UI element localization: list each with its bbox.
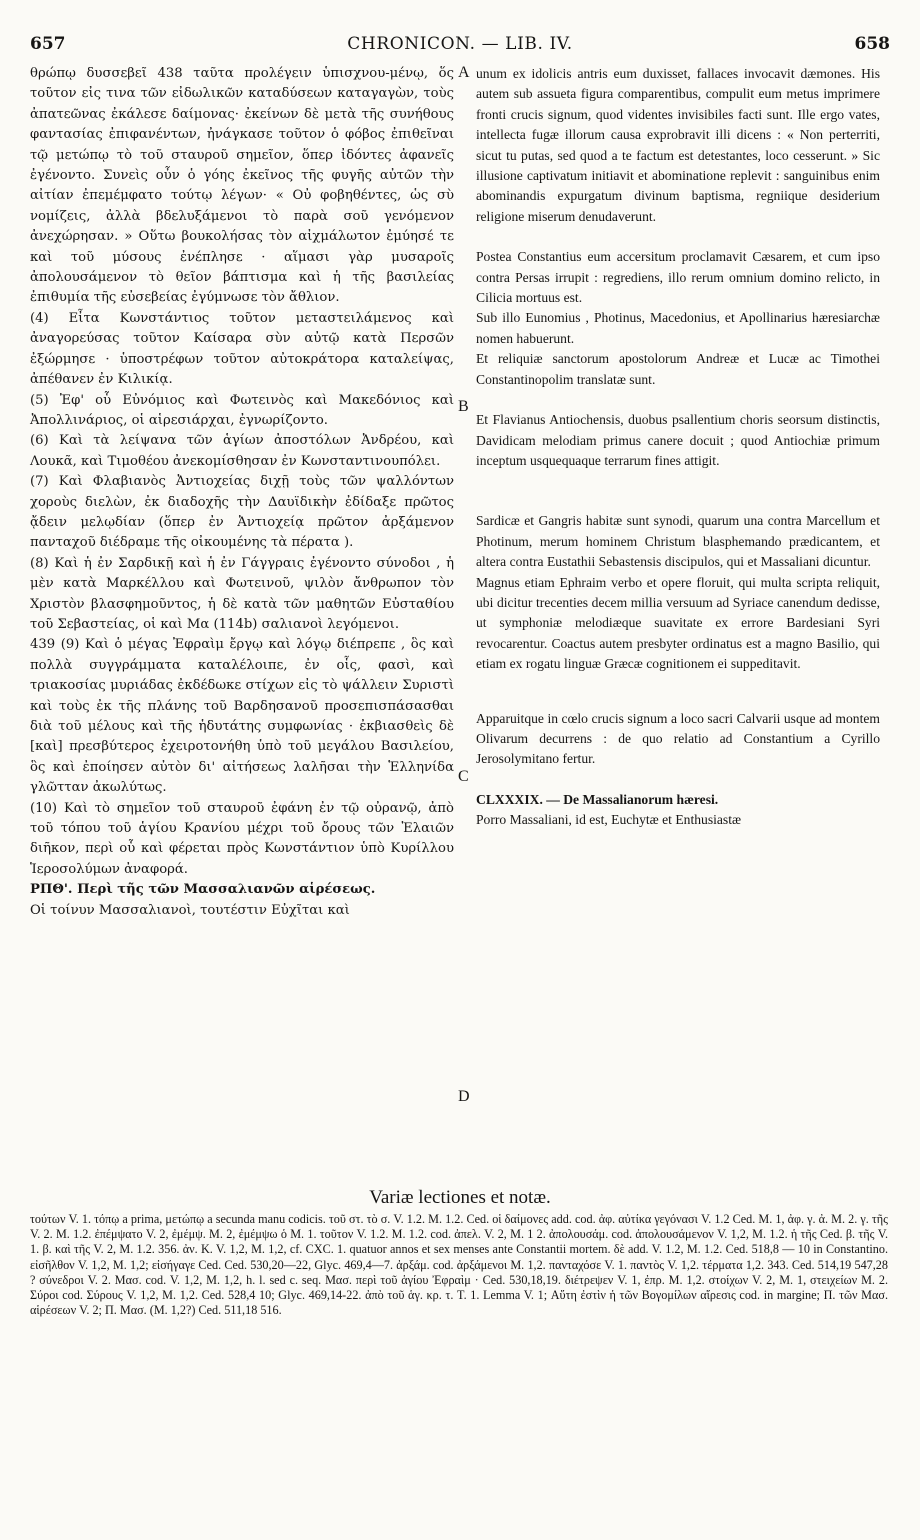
greek-paragraph-8: (10) Καὶ τὸ σημεῖον τοῦ σταυροῦ ἐφάνη ἐν τῷ οὐρανῷ, ἀπὸ τοῦ τόπου τοῦ ἁγίου Κρανίου μέχρι τοῦ ὄρους τῶν Ἐλαιῶν διῆκον, περὶ οὗ καὶ φέρεται πρὸς Κωνστάντιον ὑπὸ Κυρίλλου Ἱεροσολύμων ἀναφορά. bbox=[30, 800, 454, 877]
latin-section-heading: CLXXXIX. — De Massalianorum hæresi. bbox=[476, 791, 719, 807]
greek-column bbox=[30, 64, 454, 921]
margin-siglum-a: A bbox=[458, 64, 470, 81]
variants-notes: τούτων V. 1. τόπῳ a prima, μετώπῳ a secunda manu codicis. τοῦ στ. τὸ σ. V. 1.2. M. 1.2. Ced. οἱ δαίμονες add. cod. ἀφ. αὐτίκα γεγόνασι V. 1.2 Ced. M. 1, ἀφ. γ. ἀ. M. 2. γ. τῆς V. 2. M. 1.2. ἐπέμψατο V. 2, ἐμέμψ. M. 2, ἐμέμψω ὁ M. 1. τοῦτον V. 1.2. M. 1.2. cod. ἀπελ. V. 2, M. 1 2. ἀπολουσάμ. cod. ἀπολουσάμενον V. 1,2, M. 1.2. ἡ τῆς Ced. β. τῆς V. 1. β. καὶ τῆς V. 2, M. 1.2. 356. ἀν. K. V. 1,2, M. 1,2, cf. CXC. 1. quatuor annos et sex menses ante Constantii mortem. δὲ add. V. 1.2, M. 1.2. Ced. 518,8 — 10 in Constantino. εἰσῆλθον V. 1,2, M. 1,2; εἰσήγαγε Ced. Ced. 530,20—22, Glyc. 469,4—7. ἀρξάμ. cod. ἀρξάμενοι M. 1,2. πανταχόσε V. 1. παντὸς V. 1,2. τέρματα 1,2. 343. Ced. 514,19 547,28 ? σύνεδροι V. 2. Μασ. cod. V. 1,2, M. 1,2, h. l. sed c. seq. Μασ. περὶ τοῦ ἁγίου Ἐφραὶμ · Ced. 530,18,19. διέτρεψεν V. 1, ἐπρ. M. 1,2. στοίχων V. 2, M. 1, στειχείων M. 2. Σύροι cod. Σύρους V. 1,2, M. 1,2. Ced. 528,4 10; Glyc. 469,14-22. ἀπὸ τοῦ ἁγ. κρ. τ. T. 1. Lemma V. 1; Αὕτη ἐστὶν ἡ τῶν Βογομίλων αἵρεσις cod. in margine; Π. τῶν Μασ. αἱρέσεων V. 2; Π. Μασ. (M. 1,2?) Ced. 511,18 516. bbox=[30, 1212, 888, 1318]
latin-paragraph-8: Apparuitque in cœlo crucis signum a loco sacri Calvarii usque ad montem Olivarum decurrens : de quo relatio ad Constantium a Cyrillo Jerosolymitano fertur. bbox=[476, 710, 880, 767]
latin-spacer bbox=[476, 227, 880, 247]
running-header bbox=[30, 34, 890, 60]
latin-spacer bbox=[476, 471, 880, 511]
latin-spacer bbox=[476, 390, 880, 410]
latin-column bbox=[476, 64, 880, 831]
greek-paragraph-9: Οἱ τοίνυν Μασσαλιανοὶ, τουτέστιν Εὐχῖται καὶ bbox=[30, 902, 350, 918]
margin-siglum-d: D bbox=[458, 1088, 470, 1105]
greek-paragraph-7: 439 (9) Καὶ ὁ μέγας Ἐφραὶμ ἔργῳ καὶ λόγῳ διέπρεπε , ὃς καὶ πολλὰ συγγράμματα καταλέλοιπε, ἐν οἷς, φασὶ, καὶ τριακοσίας μυριάδας ἐκδέδωκε στίχων εἰς τὸ ψάλλειν Συριστὶ καὶ τοὺς ἐκ τῆς πλάνης τοῦ Βαρδησανοῦ προσεπισπάσασθαι διὰ τοῦ μέλους καὶ τῆς ἡδυτάτης συμφωνίας · ἐκβιασθεὶς δὲ [καὶ] πρεσβύτερος ἐχειροτονήθη ὑπὸ τοῦ μεγάλου Βασιλείου, ὃς καὶ ἐποίησεν αὐτὸν δι' αἰτήσεως λαλῆσαι τὴν Ἑλληνίδα γλῶτταν ἀκωλύτως. bbox=[30, 637, 454, 796]
latin-paragraph-6: Sardicæ et Gangris habitæ sunt synodi, quarum una contra Marcellum et Photinum, merum hominem Christum blasphemando prædicantem, et altera contra Eustathii Sebastensis discipulos, qui et Massaliani dicuntur. bbox=[476, 513, 880, 570]
latin-paragraph-3: Sub illo Eunomius , Photinus, Macedonius, et Apollinarius hæresiarchæ nomen habuerunt. bbox=[476, 310, 880, 346]
margin-siglum-c: C bbox=[458, 768, 469, 785]
latin-paragraph-5: Et Flavianus Antiochensis, duobus psallentium choris seorsum distinctis, Davidicam melodiam primus canere docuit ; quod Antiochiæ primum inceptum usquequaque terrarum fines attigit. bbox=[476, 412, 880, 468]
greek-paragraph-6: (8) Καὶ ἡ ἐν Σαρδικῇ καὶ ἡ ἐν Γάγγραις ἐγένοντο σύνοδοι , ἡ μὲν κατὰ Μαρκέλλου καὶ Φωτεινοῦ, ψιλὸν ἄνθρωπον τὸν Χριστὸν βλασφημοῦντος, ἡ δὲ κατὰ τῶν μαθητῶν Εὐσταθίου τοῦ Σεβαστείας, οἱ καὶ Μα (114b) σαλιανοὶ λεγόμενοι. bbox=[30, 555, 454, 632]
variants-heading: Variæ lectiones et notæ. bbox=[369, 1187, 551, 1208]
latin-spacer bbox=[476, 770, 880, 790]
greek-section-heading: ΡΠΘ'. Περὶ τῆς τῶν Μασσαλιανῶν αἱρέσεως. bbox=[30, 882, 376, 898]
latin-spacer bbox=[476, 675, 880, 709]
greek-paragraph-3: (5) Ἐφ' οὗ Εὐνόμιος καὶ Φωτεινὸς καὶ Μακεδόνιος καὶ Ἀπολλινάριος, οἱ αἱρεσιάρχαι, ἐγνωρίζοντο. bbox=[30, 392, 454, 428]
latin-paragraph-9: Porro Massaliani, id est, Euchytæ et Enthusiastæ bbox=[476, 812, 742, 828]
greek-paragraph-4: (6) Καὶ τὰ λείψανα τῶν ἁγίων ἀποστόλων Ἀνδρέου, καὶ Λουκᾶ, καὶ Τιμοθέου ἀνεκομίσθησαν ἐν Κωνσταντινουπόλει. bbox=[30, 433, 454, 469]
greek-paragraph-1: θρώπῳ δυσσεβεῖ 438 ταῦτα προλέγειν ὑπισχνου-μένῳ, ὅς τοῦτον εἰς τινα τῶν εἰδωλικῶν καταδύσεων καταγαγὼν, τοὺς ἀπατεῶνας ἐκάλεσε δαίμονας· ἐκείνων δὲ μετὰ τῆς συνήθους φαντασίας ἐπιφανέντων, ἠνάγκασε τοῦτον ὁ φόβος ἐπιθεῖναι τῷ μετώπῳ τὸ τοῦ σταυροῦ σημεῖον, ὅπερ ἰδόντες ἀφανεῖς ἐγένοντο. Συνεὶς οὖν ὁ γόης ἐκεῖνος τῆς φυγῆς αὐτῶν τὴν αἰτίαν ἐπεμέμφατο τούτῳ λέγων· « Οὐ φοβηθέντες, ὡς σὺ νομίζεις, ἀλλὰ βδελυξάμενοι τὸ παρὰ σοῦ γενόμενον ἀνεχώρησαν. » Οὕτω βουκολήσας τὸν αἰχμάλωτον ἐμύησέ τε καὶ τοῦ μύσους ἐνέπλησε · αἵμασι γὰρ μυσαροῖς ἀπολουσάμενον τὸ θεῖον βάπτισμα καὶ ἡ τῆς βασιλείας ἐπιθυμία τῆς εὐσεβείας ἐγύμνωσε τὸν ἄθλιον. bbox=[30, 66, 454, 306]
page-number-right: 658 bbox=[854, 34, 890, 54]
margin-siglum-b: B bbox=[458, 398, 469, 415]
greek-paragraph-2: (4) Εἶτα Κωνστάντιος τοῦτον μεταστειλάμενος καὶ ἀναγορεύσας τοῦτον Καίσαρα σὺν αὐτῷ κατὰ Περσῶν ἐξώρμησε · ὑποστρέφων τοῦτον αὐτοκράτορα καταλείψας, ἀπέθανεν ἐν Κιλικίᾳ. bbox=[30, 310, 454, 388]
latin-paragraph-2: Postea Constantius eum accersitum proclamavit Cæsarem, et cum ipso contra Persas irrupit : regrediens, illo rerum omnium domino relicto, in Cilicia mortuus est. bbox=[476, 249, 880, 306]
latin-paragraph-1: unum ex idolicis antris eum duxisset, fallaces invocavit dæmones. His autem sub assueta figura comparentibus, compulit eum metus imprimere fronti crucis signum, quod videntes invisibiles facti sunt. Ille ergo vates, intellecta fugæ illorum causa exprobravit illi dicens : « Non perterriti, sicut tu putas, sed quod a te factum est detestantes, loco cesserunt. » Sic illusione captivatum initiavit et abominatione replevit : sanguinibus enim abominandis expurgatum divinum baptisma, regniique desiderium religione miserum denudaverunt. bbox=[476, 66, 880, 224]
page-number-left: 657 bbox=[30, 34, 66, 54]
greek-paragraph-5: (7) Καὶ Φλαβιανὸς Ἀντιοχείας διχῇ τοὺς τῶν ψαλλόντων χοροὺς διελὼν, ἐκ διαδοχῆς τὴν Δαυϊδικὴν ἐδίδαξε πρῶτος ᾄδειν μελῳδίαν (ὅπερ ἐν Ἀντιοχείᾳ πρῶτον ἀρξάμενον πανταχοῦ διέδραμε τῆς οἰκουμένης τὰ πέρατα ). bbox=[30, 474, 454, 551]
latin-paragraph-7: Magnus etiam Ephraim verbo et opere floruit, qui multa scripta reliquit, ubi dicitur trecenties decem millia versuum ad Syriace canendum dedisse, ut symphoniæ melodiæque suavitate ex errore Bardesiani Syri revocarentur. Coactus autem presbyter ordinatus est a magno Basilio, qui etiam ex rogatu linguæ Græcæ cognitionem ei suppeditavit. bbox=[476, 574, 880, 672]
running-title: CHRONICON. — LIB. IV. bbox=[347, 34, 573, 54]
latin-paragraph-4: Et reliquiæ sanctorum apostolorum Andreæ et Lucæ ac Timothei Constantinopolim translatæ sunt. bbox=[476, 351, 880, 387]
